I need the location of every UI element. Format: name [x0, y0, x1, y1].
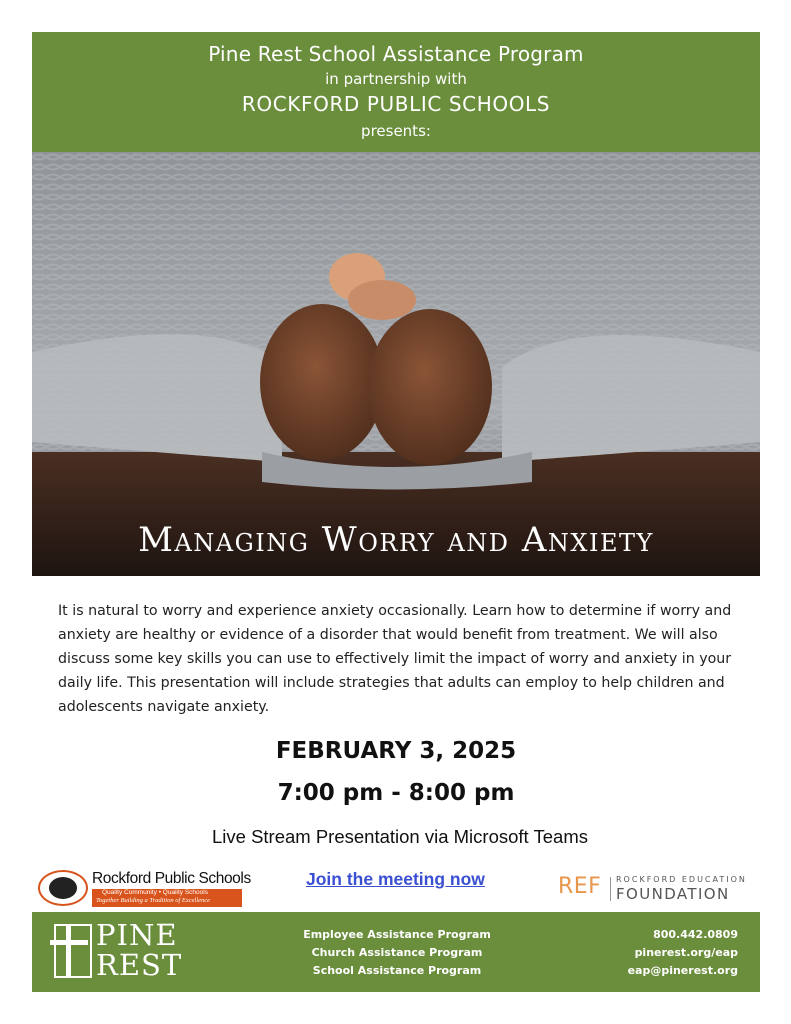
header-partnership: in partnership with: [325, 70, 467, 88]
program-item: Employee Assistance Program: [303, 928, 491, 941]
contact-phone: 800.442.0809: [653, 928, 738, 941]
rps-tagline: Quality Community • Quality Schools: [102, 889, 208, 896]
event-date: FEBRUARY 3, 2025: [275, 738, 517, 764]
contact-info: [628, 926, 738, 980]
sweater-hands-image: [32, 152, 760, 576]
cross-icon: [54, 924, 92, 978]
ref-abbreviation: REF: [558, 874, 602, 899]
contact-email: eap@pinerest.org: [627, 964, 738, 977]
hero-photo: [32, 152, 760, 576]
rockford-education-foundation-logo: [558, 874, 758, 904]
header-program-name: Pine Rest School Assistance Program: [208, 42, 584, 66]
event-time: 7:00 pm - 8:00 pm: [277, 780, 515, 806]
rps-logo-name: Rockford Public Schools: [92, 870, 251, 887]
rps-motto: Together Building a Tradition of Excellence: [96, 897, 211, 904]
event-description: It is natural to worry and experience anxiety occasionally. Learn how to determine if worry and anxiety are healthy or evidence of a disorder that would benefit from treatment. We will also discuss some key skills you can use to effectively limit the impact of worry and anxiety in your daily life. This presentation will include strategies that adults can employ to help children and adolescents navigate anxiety.: [58, 603, 732, 715]
ram-emblem-icon: [38, 870, 88, 906]
ref-name-small: ROCKFORD EDUCATION: [616, 875, 747, 884]
header-presents: presents:: [361, 122, 431, 140]
rockford-public-schools-logo: [38, 868, 251, 910]
event-title: Managing Worry and Anxiety: [138, 520, 654, 560]
ref-name-big: FOUNDATION: [616, 885, 730, 903]
pine-rest-logo: [50, 918, 190, 982]
flyer-page: [32, 32, 760, 992]
pine-rest-logo-line2: REST: [96, 948, 183, 982]
join-meeting-link[interactable]: Join the meeting now: [306, 869, 485, 889]
program-item: Church Assistance Program: [311, 946, 483, 959]
footer-banner: [32, 912, 760, 992]
pine-rest-logo-line1: PINE: [96, 918, 178, 952]
program-list: [272, 926, 522, 980]
contact-website: pinerest.org/eap: [634, 946, 738, 959]
header-banner: [32, 32, 760, 152]
event-format: Live Stream Presentation via Microsoft Teams: [212, 826, 588, 847]
program-item: School Assistance Program: [312, 964, 482, 977]
header-partner-name: ROCKFORD PUBLIC SCHOOLS: [241, 92, 551, 116]
